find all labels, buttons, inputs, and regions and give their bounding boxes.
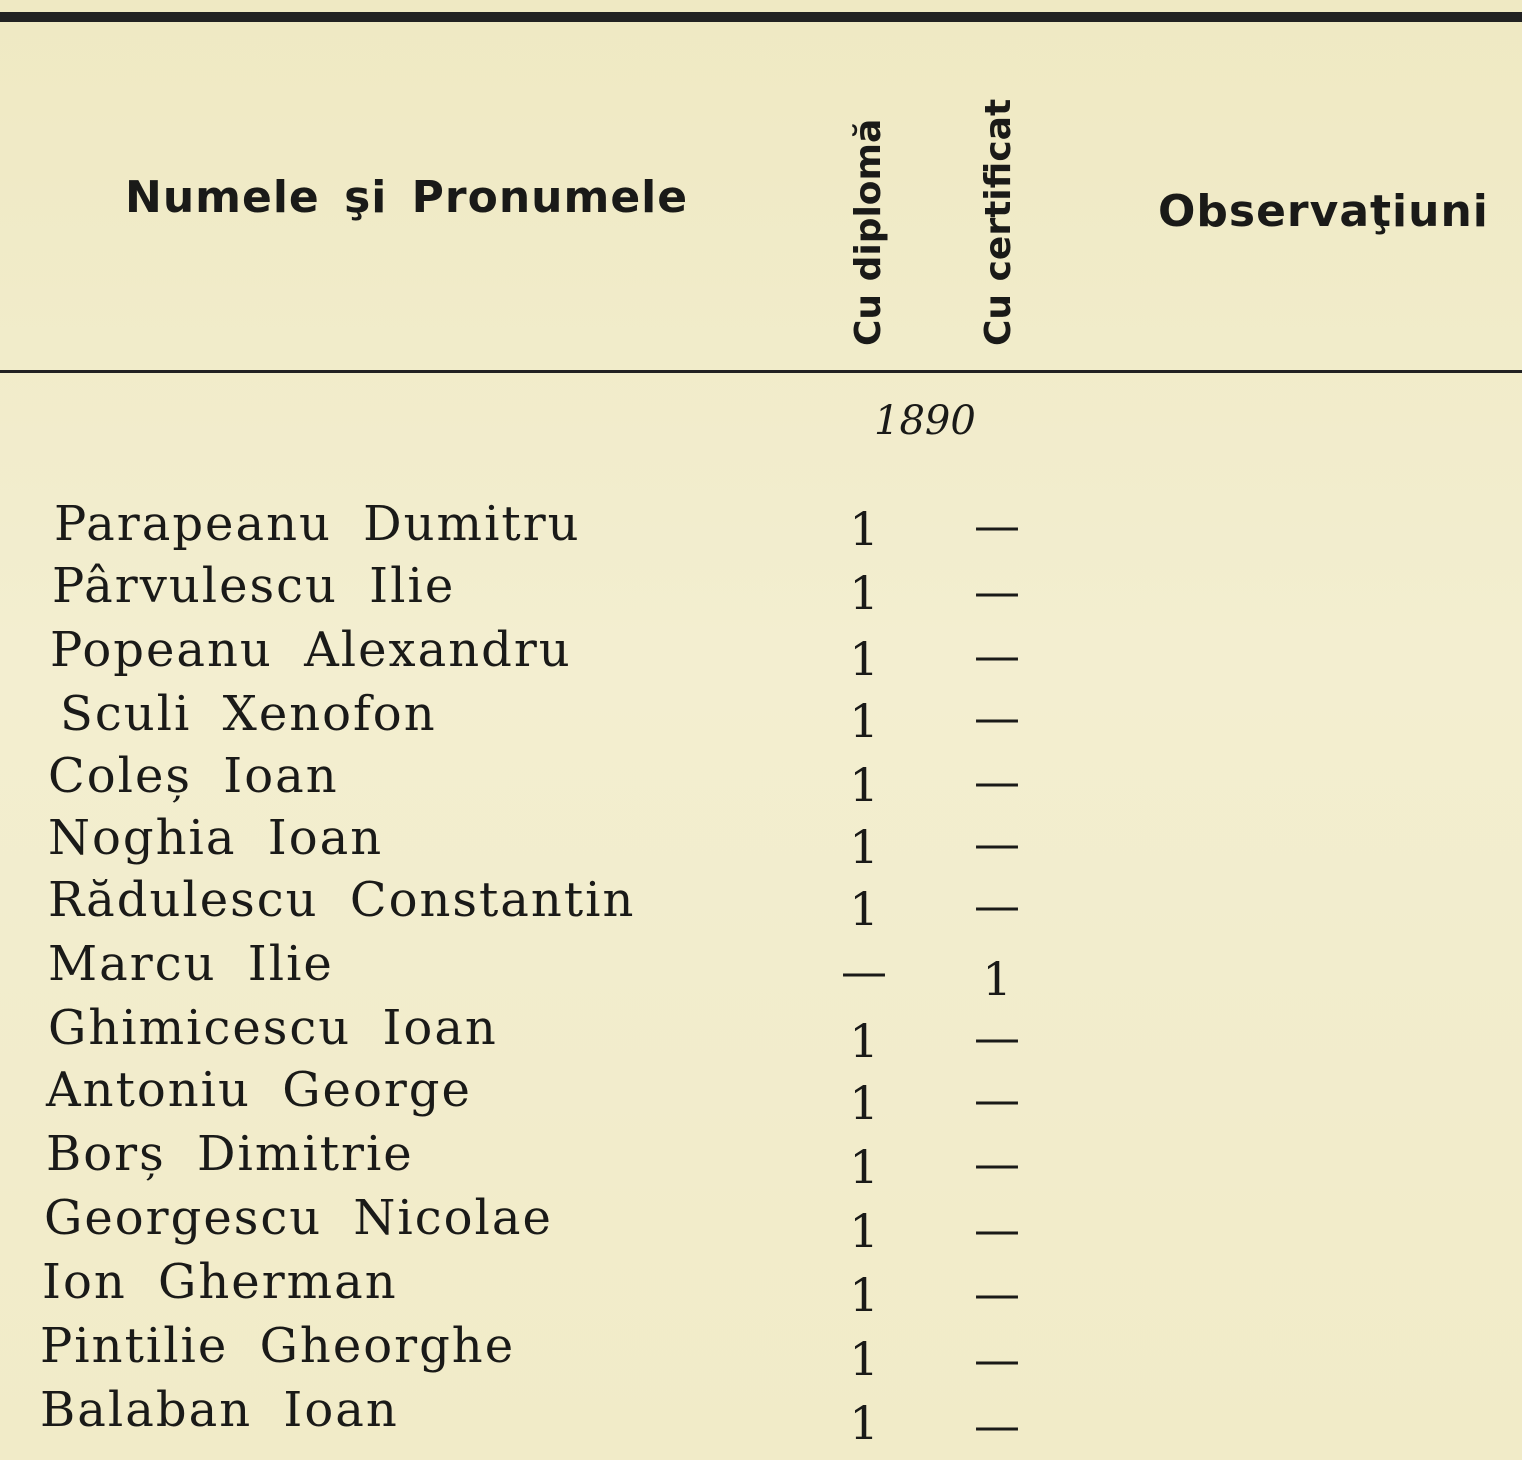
row-certificate: — <box>974 1072 1020 1126</box>
row-certificate: — <box>974 1332 1020 1386</box>
row-diploma: 1 <box>849 1140 879 1194</box>
header-name-column: Numele şi Pronumele <box>125 172 689 223</box>
row-certificate: — <box>974 754 1020 808</box>
row-certificate: — <box>974 878 1020 932</box>
row-diploma: 1 <box>849 694 879 748</box>
table-row <box>0 748 1100 812</box>
row-certificate: — <box>974 1136 1020 1190</box>
row-diploma: 1 <box>849 1014 879 1068</box>
row-name: Pintilie Gheorghe <box>40 1318 516 1374</box>
table-row <box>0 1382 1100 1452</box>
year-heading: 1890 <box>874 398 976 444</box>
row-name: Marcu Ilie <box>48 936 334 992</box>
row-name: Borș Dimitrie <box>46 1126 414 1182</box>
row-certificate: — <box>974 498 1020 552</box>
table-row <box>0 558 1100 618</box>
row-certificate: — <box>974 564 1020 618</box>
row-name: Balaban Ioan <box>40 1382 399 1438</box>
table-row <box>0 810 1100 874</box>
row-diploma: 1 <box>849 1268 879 1322</box>
row-name: Ion Gherman <box>42 1254 398 1310</box>
table-row <box>0 1190 1100 1258</box>
row-name: Coleș Ioan <box>48 748 339 804</box>
row-certificate: — <box>974 628 1020 682</box>
row-diploma: 1 <box>849 1076 879 1130</box>
table-row <box>0 1126 1100 1194</box>
row-diploma: 1 <box>849 566 879 620</box>
row-certificate: — <box>974 1266 1020 1320</box>
row-name: Noghia Ioan <box>48 810 384 866</box>
row-diploma: — <box>841 944 887 998</box>
row-name: Parapeanu Dumitru <box>54 496 581 552</box>
table-row <box>0 496 1100 556</box>
row-certificate: — <box>974 690 1020 744</box>
row-name: Popeanu Alexandru <box>50 622 572 678</box>
row-diploma: 1 <box>849 502 879 556</box>
table-row <box>0 1000 1100 1068</box>
row-diploma: 1 <box>849 758 879 812</box>
table-row <box>0 622 1100 686</box>
row-name: Ghimicescu Ioan <box>48 1000 498 1056</box>
row-certificate: 1 <box>982 952 1012 1006</box>
table-row <box>0 686 1100 746</box>
table-row <box>0 872 1100 936</box>
row-certificate: — <box>974 1010 1020 1064</box>
table-row <box>0 1254 1100 1322</box>
table-row <box>0 936 1100 1006</box>
row-name: Pârvulescu Ilie <box>52 558 456 614</box>
row-diploma: 1 <box>849 632 879 686</box>
header-observations-column: Observaţiuni <box>1158 186 1489 237</box>
header-diploma-column: Cu diplomă <box>848 118 889 346</box>
row-diploma: 1 <box>849 1396 879 1450</box>
row-diploma: 1 <box>849 1204 879 1258</box>
row-diploma: 1 <box>849 820 879 874</box>
row-name: Georgescu Nicolae <box>44 1190 553 1246</box>
table-row <box>0 1062 1100 1130</box>
row-certificate: — <box>974 1202 1020 1256</box>
row-certificate: — <box>974 816 1020 870</box>
table-row <box>0 1318 1100 1386</box>
row-name: Antoniu George <box>46 1062 472 1118</box>
row-certificate: — <box>974 1398 1020 1452</box>
row-diploma: 1 <box>849 1332 879 1386</box>
header-certificate-column: Cu certificat <box>978 98 1019 346</box>
row-name: Sculi Xenofon <box>60 686 437 742</box>
row-diploma: 1 <box>849 882 879 936</box>
row-name: Rădulescu Constantin <box>48 872 636 928</box>
